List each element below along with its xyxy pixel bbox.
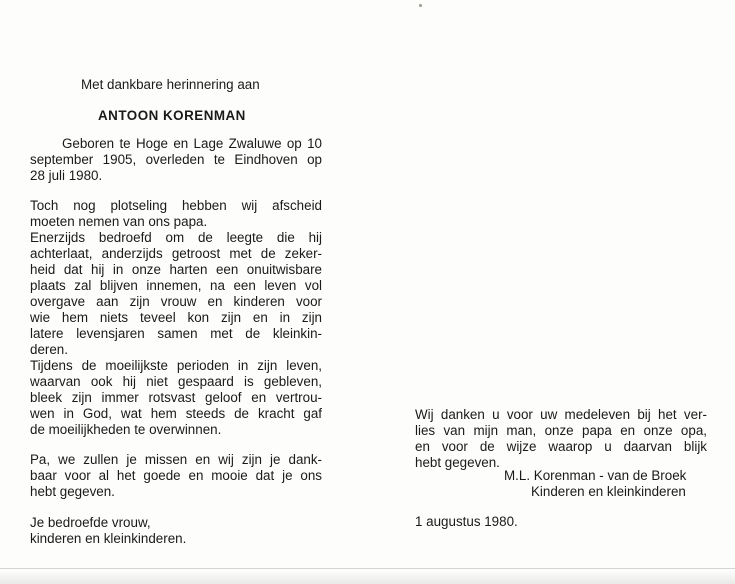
thanks-line: Wij danken u voor uw medeleven bij het ver- <box>415 407 707 422</box>
paragraph-line: overgave aan zijn vrouw en kinderen voor <box>30 294 322 309</box>
closing-line: kinderen en kleinkinderen. <box>30 531 187 546</box>
paragraph-line: Enerzijds bedroefd om de leegte die hij <box>30 230 322 245</box>
paragraph-line: de moeilijkheden te overwinnen. <box>30 422 222 437</box>
paragraph-line: baar voor al het goede en mooie dat je ons <box>30 468 322 483</box>
thanks-line: lies van mijn man, onze papa en onze opa, <box>415 423 707 438</box>
paragraph-line: wen in God, wat hem steeds de kracht gaf <box>30 406 322 421</box>
signature-line: M.L. Korenman - van de Broek <box>504 468 687 483</box>
intro-text: Met dankbare herinnering aan <box>81 77 260 92</box>
paragraph-line: Pa, we zullen je missen en wij zijn je dank- <box>30 452 322 467</box>
paragraph-line: waarvan ook hij niet gespaard is gebleven, <box>30 374 322 389</box>
birth-line: 28 juli 1980. <box>30 168 103 183</box>
card-bottom-edge <box>0 568 735 584</box>
paragraph-line: achterlaat, anderzijds getroost met de zeker- <box>30 246 322 261</box>
paragraph-line: plaats zal blijven innemen, na een leven vol <box>30 278 322 293</box>
paragraph-line: Tijdens de moeilijkste perioden in zijn leven, <box>30 358 322 373</box>
paragraph-line: heid dat hij in onze harten een onuitwisbare <box>30 262 322 277</box>
paragraph-line: bleek zijn immer rotsvast geloof en vertrou- <box>30 390 322 405</box>
paragraph-line: hebt gegeven. <box>30 484 115 499</box>
birth-line: Geboren te Hoge en Lage Zwaluwe op 10 <box>62 136 322 151</box>
closing-line: Je bedroefde vrouw, <box>30 515 151 530</box>
paragraph-line: moeten nemen van ons papa. <box>30 214 208 229</box>
date-text: 1 augustus 1980. <box>415 514 518 529</box>
signature-line: Kinderen en kleinkinderen <box>531 484 686 499</box>
paragraph-line: Toch nog plotseling hebben wij afscheid <box>30 198 322 213</box>
deceased-name: ANTOON KORENMAN <box>98 108 246 123</box>
thanks-line: en voor de wijze waarop u daarvan blijk <box>415 439 707 454</box>
thanks-line: hebt gegeven. <box>415 455 500 470</box>
paragraph-line: deren. <box>30 342 68 357</box>
birth-line: september 1905, overleden te Eindhoven op <box>30 152 322 167</box>
paragraph-line: latere levensjaren samen met de kleinkin- <box>30 326 322 341</box>
paragraph-line: wie hem niets teveel kon zijn en in zijn <box>30 310 322 325</box>
paper-speck <box>419 4 422 7</box>
